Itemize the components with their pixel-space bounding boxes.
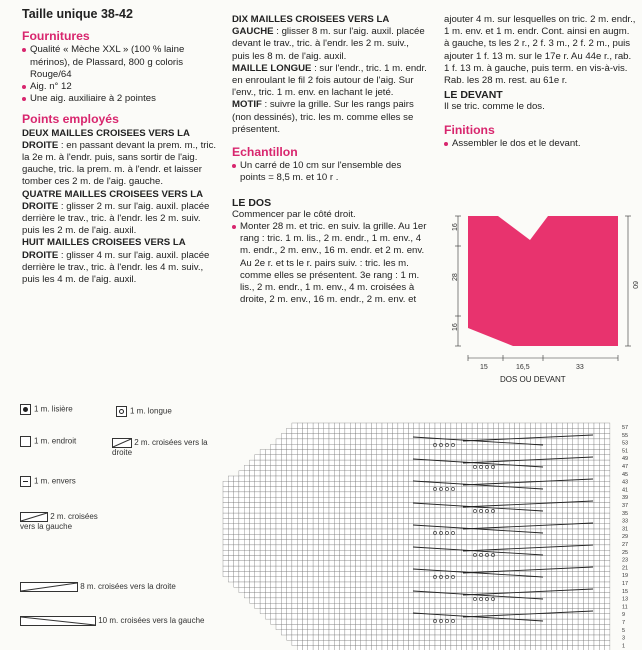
dos-text: Monter 28 m. et tric. en suiv. la grille. Au 1er rang : tric. 1 m. lis., 2 m. endr., 1 m. env., 4 m. endr., 2 m. env., 16 m. endr. et 2 m. env. Au 2e r. et ts le r. pairs suiv. : tric. les m. comme elles se présentent. 3e rang : 1 m. lis., 2 m. endr., 1 m. env., 4 m. croisées à droite, 2 m. env., 16 m. endr., 2 m. env. et bbox=[232, 221, 428, 306]
legend-envers: 1 m. envers bbox=[20, 476, 76, 487]
garment-shape bbox=[468, 216, 618, 346]
left-column bbox=[22, 8, 220, 286]
devant-heading: LE DEVANT bbox=[444, 89, 503, 102]
dos-heading: LE DOS bbox=[232, 196, 272, 209]
stitch-long: MAILLE LONGUE : sur l'endr., tric. 1 m. endr. en enroulant le fil 2 fois autour de l'aig. Sur l'env., tric. 1 m. env. en lachant le jeté. bbox=[232, 62, 427, 99]
legend-longue: 1 m. longue bbox=[116, 406, 172, 417]
dim-left-16-top: 16 bbox=[452, 223, 459, 231]
legend-2-gauche: 2 m. croisées vers la gauche bbox=[20, 512, 98, 531]
row-label: 55 bbox=[622, 432, 629, 439]
row-label: 31 bbox=[622, 526, 629, 533]
row-label: 19 bbox=[622, 573, 629, 580]
row-label: 37 bbox=[622, 503, 629, 509]
legend-10-gauche: 10 m. croisées vers la gauche bbox=[20, 616, 220, 626]
stitch-10-left: DIX MAILLES CROISEES VERS LA GAUCHE : glisser 8 m. sur l'aig. auxil. placée devant le trav., tric. à l'endr. les 2 m. suiv., puis les 8 m. de l'aig. auxil. bbox=[232, 14, 425, 62]
dim-left-16-bottom: 16 bbox=[452, 323, 459, 331]
dim-bottom-33: 33 bbox=[576, 364, 584, 371]
row-label: 23 bbox=[622, 557, 629, 564]
row-label: 17 bbox=[622, 581, 629, 587]
finitions-text: Assembler le dos et le devant. bbox=[444, 138, 636, 150]
echantillon-heading: Echantillon bbox=[232, 145, 298, 160]
row-label: 35 bbox=[622, 510, 629, 517]
echantillon-text: Un carré de 10 cm sur l'ensemble des points = 8,5 m. et 10 r . bbox=[232, 160, 428, 184]
diagram-label: DOS OU DEVANT bbox=[500, 375, 566, 384]
right-column bbox=[444, 14, 636, 150]
row-label: 7 bbox=[622, 620, 626, 626]
endroit-symbol-icon bbox=[20, 436, 31, 447]
row-label: 5 bbox=[622, 627, 626, 634]
devant-text: Il se tric. comme le dos. bbox=[444, 101, 545, 113]
garment-schematic bbox=[448, 198, 642, 390]
dos-intro: Commencer par le côté droit. bbox=[232, 208, 356, 220]
dim-bottom-16-5: 16,5 bbox=[516, 364, 530, 371]
legend-lisiere: 1 m. lisière bbox=[20, 404, 73, 415]
dos-continued: ajouter 4 m. sur lesquelles on tric. 2 m. endr., 1 m. env. et 1 m. endr. Cont. ainsi en augm. à gauche, ts les 2 r., 2 f. 3 m., 2 f. 2 m., puis ajouter 1 f. 13 m. sur le 17e r. Au 44e r., rab. 1 f. 13 m. à gauche, puis term. en vis-à-vis. Rab. les 28 m. rest. au 61e r. bbox=[444, 14, 636, 87]
stitch-2-right: DEUX MAILLES CROISEES VERS LA DROITE : en passant devant la prem. m., tric. la 2e m. à l'endr. puis, sans sortir de l'aig. gauche, tric. la prem. m. à l'endr. et laisser tomber ces 2 m. de l'aig. gauche. bbox=[22, 127, 217, 188]
row-label: 9 bbox=[622, 612, 626, 619]
row-label: 3 bbox=[622, 635, 626, 642]
cross-8-right-icon bbox=[20, 582, 78, 592]
row-label: 27 bbox=[622, 542, 629, 548]
fourniture-aux-needle: Une aig. auxiliaire à 2 pointes bbox=[22, 93, 220, 105]
stitch-8-right: HUIT MAILLES CROISEES VERS LA DROITE : glisser 4 m. sur l'aig. auxil. placée derrière le trav., tric. à l'endr. les 4 m. suiv., puis les 4 m. de l'aig. auxil. bbox=[22, 237, 210, 286]
knitting-chart bbox=[218, 415, 638, 650]
stitch-4-right: QUATRE MAILLES CROISEES VERS LA DROITE : glisser 2 m. sur l'aig. auxil. placée derrière le trav., tric. à l'endr. les 2 m. suiv. puis les 2 m. de l'aig. auxil. bbox=[22, 188, 210, 237]
lisiere-symbol-icon bbox=[20, 404, 31, 415]
motif-text: MOTIF : suivre la grille. Sur les rangs pairs (non dessinés), tric. les m. comme elles se présentent. bbox=[232, 99, 414, 135]
grid-cells bbox=[223, 423, 610, 650]
envers-symbol-icon bbox=[20, 476, 31, 487]
row-label: 25 bbox=[622, 549, 629, 556]
cross-2-right-icon bbox=[112, 438, 132, 448]
row-label: 43 bbox=[622, 479, 629, 486]
finitions-heading: Finitions bbox=[444, 122, 495, 137]
row-label: 51 bbox=[622, 448, 629, 455]
dim-right-60: 60 bbox=[631, 281, 638, 289]
fourniture-yarn: Qualité « Mèche XXL » (100 % laine mérinos), de Plassard, 800 g coloris Rouge/64 bbox=[22, 44, 220, 81]
row-label: 57 bbox=[622, 425, 629, 431]
row-label: 29 bbox=[622, 534, 629, 541]
dim-bottom-15: 15 bbox=[480, 364, 488, 371]
row-label: 21 bbox=[622, 565, 629, 572]
size-title: Taille unique 38-42 bbox=[22, 7, 133, 21]
row-label: 11 bbox=[622, 604, 628, 611]
row-label: 49 bbox=[622, 456, 629, 463]
row-label: 15 bbox=[622, 588, 629, 595]
fourniture-needle: Aig. n° 12 bbox=[22, 81, 220, 93]
fournitures-heading: Fournitures bbox=[22, 29, 90, 44]
row-label: 47 bbox=[622, 464, 629, 470]
points-heading: Points employés bbox=[22, 112, 119, 127]
row-label: 13 bbox=[622, 596, 629, 603]
legend bbox=[20, 404, 220, 644]
legend-endroit: 1 m. endroit bbox=[20, 436, 76, 447]
row-label: 33 bbox=[622, 518, 629, 525]
cross-10-left-icon bbox=[20, 616, 96, 626]
legend-8-droite: 8 m. croisées vers la droite bbox=[20, 582, 180, 592]
cross-2-left-icon bbox=[20, 512, 48, 522]
middle-column bbox=[232, 14, 428, 306]
row-label: 53 bbox=[622, 440, 629, 447]
longue-symbol-icon bbox=[116, 406, 127, 417]
row-label: 39 bbox=[622, 495, 629, 502]
dim-left-28: 28 bbox=[452, 273, 459, 281]
legend-2-droite: 2 m. croisées vers la droite bbox=[112, 438, 208, 457]
row-label: 41 bbox=[622, 487, 629, 494]
row-label: 45 bbox=[622, 471, 629, 478]
row-label: 1 bbox=[622, 643, 626, 650]
